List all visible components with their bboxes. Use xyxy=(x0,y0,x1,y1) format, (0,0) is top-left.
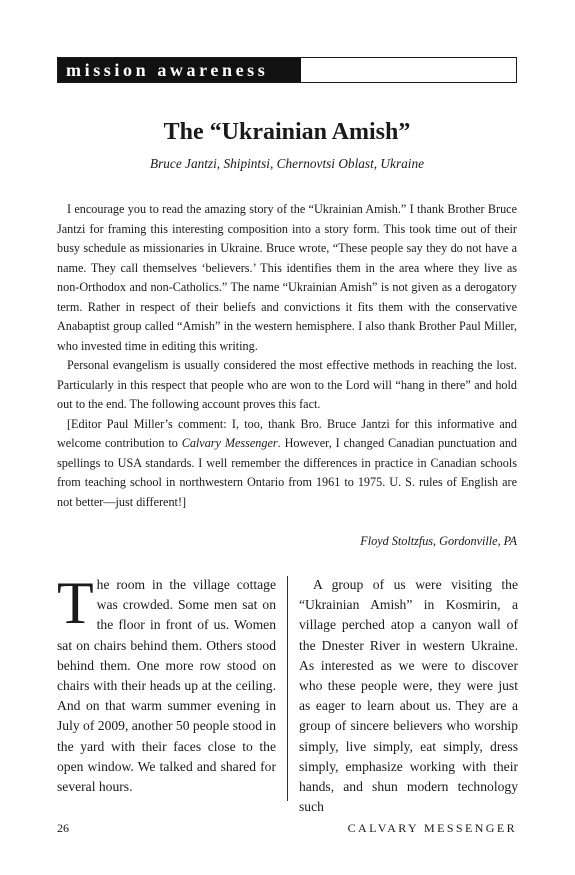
article-title: The “Ukrainian Amish” xyxy=(163,119,411,145)
section-label: mission awareness xyxy=(58,58,301,82)
body-text: he room in the village cottage was crowded. Some men sat on the floor in front of us. Women sat on chairs behind them. Others stood behind them. One more row stood on chairs with their heads up at the ceiling. And on that warm summer evening in July of 2009, another 50 people stood in the yard with their faces close to the open window. We talked and shared for several hours. xyxy=(57,577,276,795)
intro-paragraph-editor-note xyxy=(57,415,517,513)
editor-note-text: . However, I changed Canadian punctuation and spellings to USA standards. I well remember the differences in practice in Canadian schools from teaching school in northwestern Ontario from 1961 to 1975. U. S. rules of English are not better—just different!] xyxy=(57,436,518,509)
body-column-right: A group of us were visiting the “Ukrainian Amish” in Kosmirin, a village perched atop a canyon wall of the Dnester River in western Ukraine. As interested as we were to discover who these people were, they were just as eager to learn about us. They are a group of sincere believers who worship simply, live simply, eat simply, dress simply, emphasize working with their hands, and shun modern technology such xyxy=(299,577,518,815)
article-byline: Bruce Jantzi, Shipintsi, Chernovtsi Oblast, Ukraine xyxy=(149,156,425,171)
editor-introduction xyxy=(57,200,517,512)
publication-title-italic: Calvary Messenger xyxy=(181,436,278,450)
section-banner xyxy=(57,57,517,83)
intro-signature: Floyd Stoltzfus, Gordonville, PA xyxy=(360,534,517,548)
intro-paragraph: Personal evangelism is usually considered the most effective methods in reaching the lost. Particularly in this respect that people who are won to the Lord will “hang in there” and hold out to the end. The following account proves this fact. xyxy=(57,358,517,411)
drop-cap: T xyxy=(57,570,94,636)
body-column-left xyxy=(57,570,276,797)
editor-note-text: [Editor Paul Miller’s comment: I, too, thank Bro. Bruce Jantzi for this informative and welcome contribution to xyxy=(57,416,517,450)
publication-name: CALVARY MESSENGER xyxy=(347,821,517,835)
column-divider xyxy=(287,576,288,801)
page-number: 26 xyxy=(57,821,69,835)
intro-paragraph: I encourage you to read the amazing story of the “Ukrainian Amish.” I thank Brother Bruce Jantzi for framing this interesting composition into a story form. This took time out of their busy schedule as missionaries in Ukraine. Bruce wrote, “These people say they do not have a name. They call themselves ‘believers.’ This identifies them in the area where they live as non-Orthodox and non-Catholics.” The name “Ukrainian Amish” is not given as a derogatory term. Rather in respect of their beliefs and convictions it fits them with the conservative Anabaptist group called “Amish” in the western hemisphere. I also thank Brother Paul Miller, who invested time in editing this writing. xyxy=(57,202,517,353)
